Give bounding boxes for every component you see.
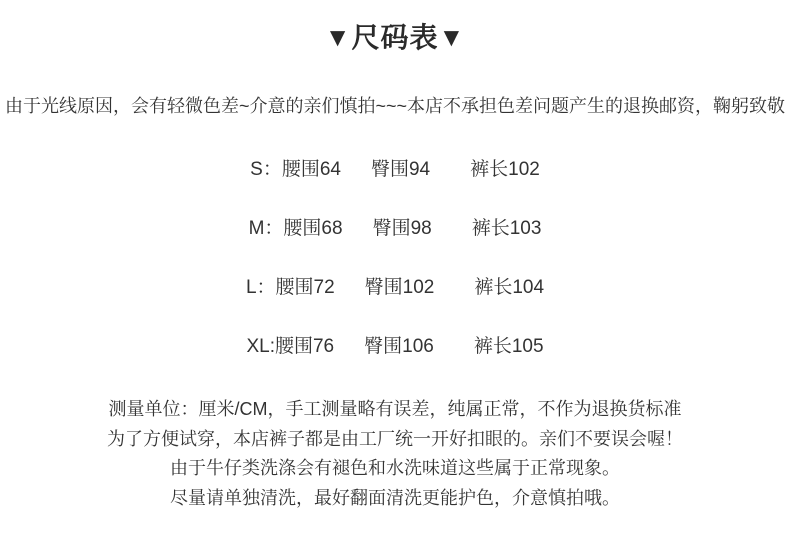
page-title xyxy=(0,22,790,54)
hip-value: 臀围98 xyxy=(372,218,432,239)
length-value: 裤长103 xyxy=(471,218,542,239)
waist-value: 腰围76 xyxy=(274,336,335,357)
length-value: 裤长102 xyxy=(470,159,540,180)
hip-value: 臀围94 xyxy=(370,159,431,180)
note-buttonholes: 为了方便试穿，本店裤子都是由工厂统一开好扣眼的。亲们不要误会喔！ xyxy=(107,428,683,449)
size-row-m xyxy=(0,217,790,241)
length-value: 裤长105 xyxy=(473,336,544,357)
triangle-down-left-icon: ▼ xyxy=(324,22,352,52)
size-row-s xyxy=(0,158,790,182)
size-label: S： xyxy=(250,159,282,180)
hip-value: 臀围106 xyxy=(364,336,434,357)
triangle-down-right-icon: ▼ xyxy=(438,22,466,52)
size-label: XL: xyxy=(246,336,275,357)
hip-value: 臀围102 xyxy=(364,277,435,298)
size-label: M： xyxy=(248,218,284,239)
note-measure-unit: 测量单位：厘米/CM，手工测量略有误差，纯属正常，不作为退换货标准 xyxy=(108,399,682,419)
color-difference-notice: 由于光线原因，会有轻微色差~介意的亲们慎拍~~~本店不承担色差问题产生的退换邮资，鞠躬致敬 xyxy=(4,96,786,116)
size-row-xl xyxy=(0,335,790,359)
length-value: 裤长104 xyxy=(474,277,545,298)
note-wash-separately: 尽量请单独清洗，最好翻面清洗更能护色，介意慎拍哦。 xyxy=(170,487,620,508)
page-title-text: 尺码表 xyxy=(351,22,439,53)
size-table xyxy=(0,158,790,394)
measurement-notes xyxy=(0,395,790,513)
note-denim-fading: 由于牛仔类洗涤会有褪色和水洗味道这些属于正常现象。 xyxy=(170,458,620,479)
size-label: L： xyxy=(245,277,276,298)
size-row-l xyxy=(0,276,790,300)
waist-value: 腰围68 xyxy=(283,218,343,239)
waist-value: 腰围64 xyxy=(281,159,341,180)
waist-value: 腰围72 xyxy=(275,277,335,298)
